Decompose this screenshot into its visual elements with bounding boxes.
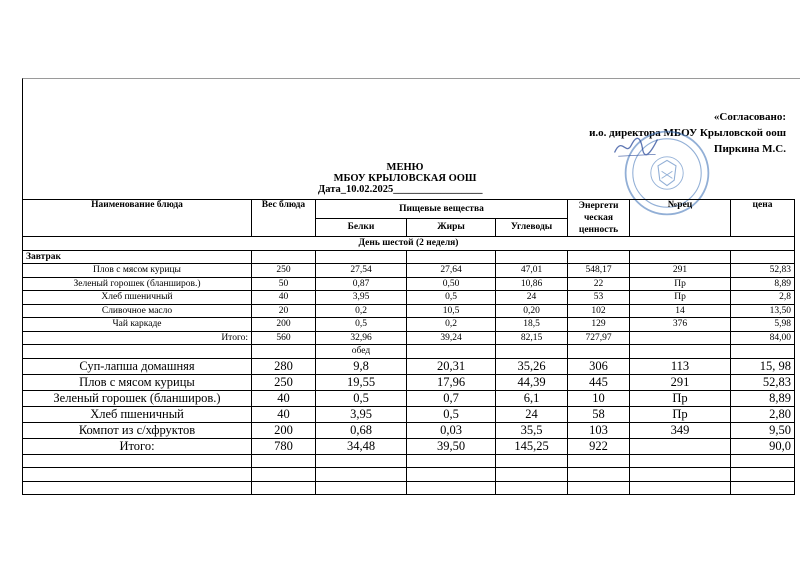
breakfast-cell-protein: 3,95 — [316, 291, 407, 305]
lunch-cell-recipe: 113 — [630, 358, 731, 374]
breakfast-cell-weight: 250 — [252, 264, 316, 278]
lunch-total-weight: 780 — [252, 438, 316, 454]
lunch-label: обед — [316, 345, 407, 359]
breakfast-cell-fat: 0,2 — [407, 318, 496, 332]
lunch-total-recipe — [630, 438, 731, 454]
breakfast-cell-protein: 0,5 — [316, 318, 407, 332]
col-weight-header: Вес блюда — [252, 200, 316, 237]
signature-icon — [612, 132, 660, 160]
lunch-cell-recipe: 291 — [630, 374, 731, 390]
breakfast-total-weight: 560 — [252, 331, 316, 345]
breakfast-cell-price: 8,89 — [731, 277, 795, 291]
lunch-total-carbs: 145,25 — [496, 438, 568, 454]
breakfast-cell-fat: 27,64 — [407, 264, 496, 278]
table-header-row — [23, 200, 795, 219]
breakfast-total-protein: 32,96 — [316, 331, 407, 345]
date-label: Дата_10.02.2025 — [318, 184, 394, 195]
lunch-cell-name: Плов с мясом курицы — [23, 374, 252, 390]
date-underline: _________________ — [393, 184, 483, 195]
breakfast-total-label: Итого: — [23, 331, 252, 345]
col-price-header: цена — [731, 200, 795, 237]
lunch-cell-carbs: 24 — [496, 406, 568, 422]
lunch-cell-protein: 0,5 — [316, 390, 407, 406]
breakfast-cell-price: 13,50 — [731, 304, 795, 318]
lunch-cell-energy: 306 — [568, 358, 630, 374]
lunch-cell-fat: 0,03 — [407, 422, 496, 438]
lunch-row — [23, 358, 795, 374]
approval-title: «Согласовано: — [713, 111, 786, 123]
breakfast-total-price: 84,00 — [731, 331, 795, 345]
breakfast-cell-energy: 129 — [568, 318, 630, 332]
energy-header-part1: Энергети — [578, 201, 619, 211]
breakfast-cell-weight: 50 — [252, 277, 316, 291]
lunch-cell-protein: 0,68 — [316, 422, 407, 438]
energy-header-part3: ценность — [578, 225, 619, 235]
breakfast-cell-energy: 53 — [568, 291, 630, 305]
breakfast-cell-name: Чай каркаде — [23, 318, 252, 332]
lunch-total-price: 90,0 — [731, 438, 795, 454]
breakfast-cell-energy: 548,17 — [568, 264, 630, 278]
breakfast-cell-fat: 10,5 — [407, 304, 496, 318]
day-label: День шестой (2 неделя) — [23, 237, 795, 251]
lunch-cell-price: 9,50 — [731, 422, 795, 438]
lunch-cell-energy: 58 — [568, 406, 630, 422]
col-nutrients-header: Пищевые вещества — [316, 200, 568, 219]
breakfast-cell-recipe: Пр — [630, 277, 731, 291]
lunch-cell-weight: 250 — [252, 374, 316, 390]
breakfast-cell-weight: 200 — [252, 318, 316, 332]
breakfast-cell-energy: 22 — [568, 277, 630, 291]
col-fat-header: Жиры — [407, 218, 496, 237]
lunch-cell-price: 52,83 — [731, 374, 795, 390]
lunch-row — [23, 422, 795, 438]
lunch-cell-carbs: 35,26 — [496, 358, 568, 374]
col-carbs-header: Углеводы — [496, 218, 568, 237]
breakfast-cell-protein: 0,2 — [316, 304, 407, 318]
lunch-cell-carbs: 44,39 — [496, 374, 568, 390]
breakfast-row — [23, 318, 795, 332]
breakfast-cell-recipe: 291 — [630, 264, 731, 278]
approval-position: и.о. директора МБОУ Крыловской оош — [589, 127, 786, 139]
menu-table — [22, 199, 795, 495]
lunch-cell-energy: 10 — [568, 390, 630, 406]
breakfast-cell-recipe: 14 — [630, 304, 731, 318]
col-energy-header — [568, 200, 630, 237]
lunch-cell-name: Зеленый горошек (бланширов.) — [23, 390, 252, 406]
lunch-cell-fat: 0,5 — [407, 406, 496, 422]
breakfast-cell-name: Сливочное масло — [23, 304, 252, 318]
breakfast-rows — [23, 264, 795, 332]
breakfast-cell-weight: 20 — [252, 304, 316, 318]
menu-header — [300, 162, 510, 195]
col-name-header: Наименование блюда — [23, 200, 252, 237]
lunch-cell-name: Хлеб пшеничный — [23, 406, 252, 422]
empty-row — [23, 481, 795, 495]
breakfast-cell-carbs: 10,86 — [496, 277, 568, 291]
lunch-section-row — [23, 345, 795, 359]
lunch-total-energy: 922 — [568, 438, 630, 454]
lunch-cell-protein: 19,55 — [316, 374, 407, 390]
lunch-rows — [23, 358, 795, 438]
breakfast-cell-name: Плов с мясом курицы — [23, 264, 252, 278]
breakfast-total-carbs: 82,15 — [496, 331, 568, 345]
breakfast-total-energy: 727,97 — [568, 331, 630, 345]
breakfast-row — [23, 264, 795, 278]
lunch-cell-energy: 445 — [568, 374, 630, 390]
lunch-cell-name: Суп-лапша домашняя — [23, 358, 252, 374]
lunch-cell-name: Компот из с/хфруктов — [23, 422, 252, 438]
lunch-cell-fat: 20,31 — [407, 358, 496, 374]
lunch-cell-protein: 9,8 — [316, 358, 407, 374]
lunch-total-label: Итого: — [23, 438, 252, 454]
lunch-cell-price: 2,80 — [731, 406, 795, 422]
lunch-total-row — [23, 438, 795, 454]
breakfast-cell-recipe: Пр — [630, 291, 731, 305]
lunch-cell-weight: 40 — [252, 390, 316, 406]
lunch-cell-fat: 0,7 — [407, 390, 496, 406]
lunch-row — [23, 390, 795, 406]
breakfast-cell-carbs: 24 — [496, 291, 568, 305]
breakfast-cell-recipe: 376 — [630, 318, 731, 332]
breakfast-cell-name: Зеленый горошек (бланширов.) — [23, 277, 252, 291]
breakfast-cell-price: 52,83 — [731, 264, 795, 278]
breakfast-cell-price: 2,8 — [731, 291, 795, 305]
lunch-cell-weight: 200 — [252, 422, 316, 438]
lunch-total-fat: 39,50 — [407, 438, 496, 454]
breakfast-row — [23, 291, 795, 305]
lunch-cell-recipe: Пр — [630, 406, 731, 422]
breakfast-cell-energy: 102 — [568, 304, 630, 318]
lunch-cell-weight: 40 — [252, 406, 316, 422]
lunch-cell-recipe: 349 — [630, 422, 731, 438]
school-name: МБОУ КРЫЛОВСКАЯ ООШ — [333, 173, 477, 184]
breakfast-cell-name: Хлеб пшеничный — [23, 291, 252, 305]
menu-date — [300, 184, 510, 195]
breakfast-row — [23, 304, 795, 318]
day-row — [23, 237, 795, 251]
breakfast-cell-fat: 0,50 — [407, 277, 496, 291]
breakfast-cell-carbs: 0,20 — [496, 304, 568, 318]
col-recipe-header: №рец — [630, 200, 731, 237]
empty-row — [23, 468, 795, 482]
menu-title: МЕНЮ — [386, 162, 424, 173]
breakfast-cell-carbs: 47,01 — [496, 264, 568, 278]
lunch-cell-weight: 280 — [252, 358, 316, 374]
breakfast-cell-protein: 27,54 — [316, 264, 407, 278]
breakfast-cell-fat: 0,5 — [407, 291, 496, 305]
breakfast-total-fat: 39,24 — [407, 331, 496, 345]
lunch-cell-price: 8,89 — [731, 390, 795, 406]
energy-header-part2: ческая — [583, 213, 614, 223]
breakfast-cell-weight: 40 — [252, 291, 316, 305]
lunch-cell-recipe: Пр — [630, 390, 731, 406]
lunch-row — [23, 374, 795, 390]
breakfast-section-row — [23, 250, 795, 264]
lunch-cell-energy: 103 — [568, 422, 630, 438]
breakfast-cell-price: 5,98 — [731, 318, 795, 332]
breakfast-row — [23, 277, 795, 291]
approval-signatory: Пиркина М.С. — [713, 143, 786, 155]
col-protein-header: Белки — [316, 218, 407, 237]
lunch-cell-carbs: 6,1 — [496, 390, 568, 406]
breakfast-cell-carbs: 18,5 — [496, 318, 568, 332]
lunch-cell-fat: 17,96 — [407, 374, 496, 390]
empty-row — [23, 454, 795, 468]
breakfast-total-row — [23, 331, 795, 345]
lunch-row — [23, 406, 795, 422]
breakfast-cell-protein: 0,87 — [316, 277, 407, 291]
breakfast-label: Завтрак — [23, 250, 252, 264]
lunch-total-protein: 34,48 — [316, 438, 407, 454]
lunch-cell-price: 15, 98 — [731, 358, 795, 374]
breakfast-total-recipe — [630, 331, 731, 345]
lunch-cell-protein: 3,95 — [316, 406, 407, 422]
lunch-cell-carbs: 35,5 — [496, 422, 568, 438]
